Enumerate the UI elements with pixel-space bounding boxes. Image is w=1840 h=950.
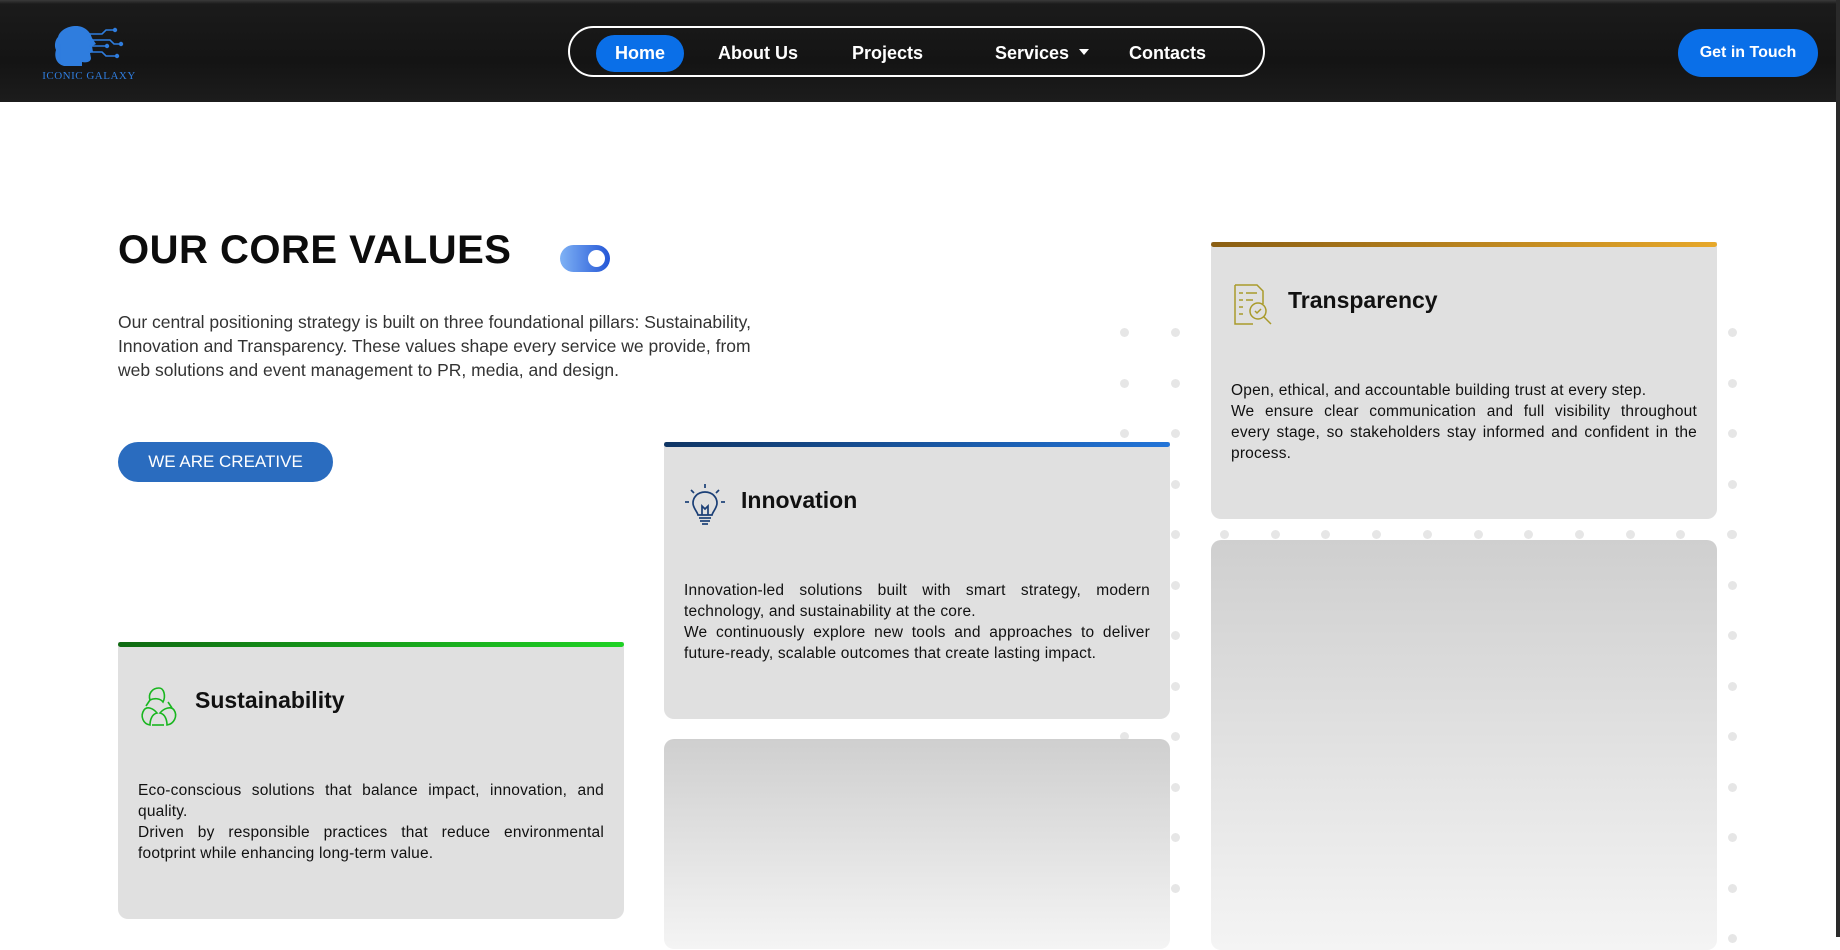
iconic-galaxy-logo[interactable] bbox=[36, 22, 142, 84]
pattern-dot bbox=[1220, 530, 1229, 539]
pattern-dot bbox=[1171, 833, 1180, 842]
lightbulb-icon bbox=[682, 482, 728, 528]
logo-head-icon bbox=[36, 22, 142, 72]
card-paragraph: Open, ethical, and accountable building trust at every step. bbox=[1231, 382, 1647, 399]
card-paragraph: Eco-conscious solutions that balance impact, innovation, and quality. bbox=[138, 782, 604, 820]
nav-services-label: Services bbox=[995, 43, 1070, 63]
pattern-dot bbox=[1727, 530, 1736, 539]
pattern-dot bbox=[1676, 530, 1685, 539]
card-title: Transparency bbox=[1288, 287, 1438, 313]
nav-services[interactable] bbox=[976, 35, 1108, 72]
pattern-dot bbox=[1728, 480, 1737, 489]
pattern-dot bbox=[1171, 379, 1180, 388]
pattern-dot bbox=[1728, 732, 1737, 741]
section-title: OUR CORE VALUES bbox=[118, 228, 512, 272]
pattern-dot bbox=[1474, 530, 1483, 539]
card-description bbox=[1231, 380, 1697, 464]
nav-contacts[interactable]: Contacts bbox=[1129, 43, 1207, 63]
pattern-dot bbox=[1120, 328, 1129, 337]
card-paragraph: Innovation-led solutions built with smart strategy, modern technology, and sustainability at the core. bbox=[684, 582, 1150, 620]
pattern-dot bbox=[1321, 530, 1330, 539]
pattern-dot bbox=[1728, 581, 1737, 590]
pattern-dot bbox=[1728, 379, 1737, 388]
pattern-dot bbox=[1626, 530, 1635, 539]
pattern-dot bbox=[1171, 783, 1180, 792]
pattern-dot bbox=[1728, 884, 1737, 893]
pattern-dot bbox=[1171, 884, 1180, 893]
card-title: Sustainability bbox=[195, 687, 345, 713]
card-sustainability bbox=[118, 642, 624, 919]
toggle-decoration bbox=[560, 245, 610, 272]
get-in-touch-button[interactable]: Get in Touch bbox=[1678, 29, 1818, 77]
pattern-dot bbox=[1423, 530, 1432, 539]
recycle-leaves-icon bbox=[136, 684, 182, 730]
toggle-knob bbox=[588, 250, 605, 267]
card-paragraph: Driven by responsible practices that reduce environmental footprint while enhancing long-term value. bbox=[138, 824, 604, 862]
pattern-dot bbox=[1171, 581, 1180, 590]
card-transparency bbox=[1211, 242, 1717, 519]
image-placeholder bbox=[664, 739, 1170, 949]
pattern-dot bbox=[1171, 480, 1180, 489]
image-placeholder bbox=[1211, 540, 1717, 950]
main-nav bbox=[568, 26, 1265, 77]
pattern-dot bbox=[1728, 682, 1737, 691]
card-accent-bar bbox=[118, 642, 624, 647]
pattern-dot bbox=[1524, 530, 1533, 539]
pattern-dot bbox=[1171, 631, 1180, 640]
pattern-dot bbox=[1728, 328, 1737, 337]
pattern-dot bbox=[1728, 783, 1737, 792]
nav-home[interactable]: Home bbox=[596, 35, 684, 72]
card-accent-bar bbox=[664, 442, 1170, 447]
pattern-dot bbox=[1171, 682, 1180, 691]
window-edge bbox=[1836, 0, 1840, 937]
section-intro: Our central positioning strategy is built on three foundational pillars: Sustainability, Innovation and Transparency. These values shape every service we provide, from web solutions and event management to PR, media, and design. bbox=[118, 312, 751, 380]
pattern-dot bbox=[1171, 429, 1180, 438]
pattern-dot bbox=[1575, 530, 1584, 539]
card-paragraph: We ensure clear communication and full visibility throughout every stage, so stakeholders stay informed and confident in the process. bbox=[1231, 403, 1697, 462]
pattern-dot bbox=[1171, 530, 1180, 539]
chevron-down-icon bbox=[1079, 49, 1089, 55]
pattern-dot bbox=[1728, 631, 1737, 640]
card-paragraph: We continuously explore new tools and approaches to deliver future-ready, scalable outcomes that create lasting impact. bbox=[684, 624, 1150, 662]
card-accent-bar bbox=[1211, 242, 1717, 247]
document-magnifier-icon bbox=[1229, 282, 1275, 328]
pattern-dot bbox=[1372, 530, 1381, 539]
card-innovation bbox=[664, 442, 1170, 719]
card-title: Innovation bbox=[741, 487, 858, 513]
nav-projects[interactable]: Projects bbox=[852, 43, 924, 63]
pattern-dot bbox=[1271, 530, 1280, 539]
nav-about-us[interactable]: About Us bbox=[718, 43, 798, 63]
pattern-dot bbox=[1728, 934, 1737, 943]
pattern-dot bbox=[1120, 379, 1129, 388]
logo-text: ICONIC GALAXY bbox=[42, 70, 136, 82]
pattern-dot bbox=[1728, 429, 1737, 438]
pattern-dot bbox=[1171, 732, 1180, 741]
pattern-dot bbox=[1728, 833, 1737, 842]
top-navbar bbox=[0, 0, 1836, 102]
card-description bbox=[138, 780, 604, 864]
card-description bbox=[684, 580, 1150, 664]
pattern-dot bbox=[1171, 328, 1180, 337]
pattern-dot bbox=[1120, 429, 1129, 438]
we-are-creative-button[interactable]: WE ARE CREATIVE bbox=[118, 442, 333, 482]
